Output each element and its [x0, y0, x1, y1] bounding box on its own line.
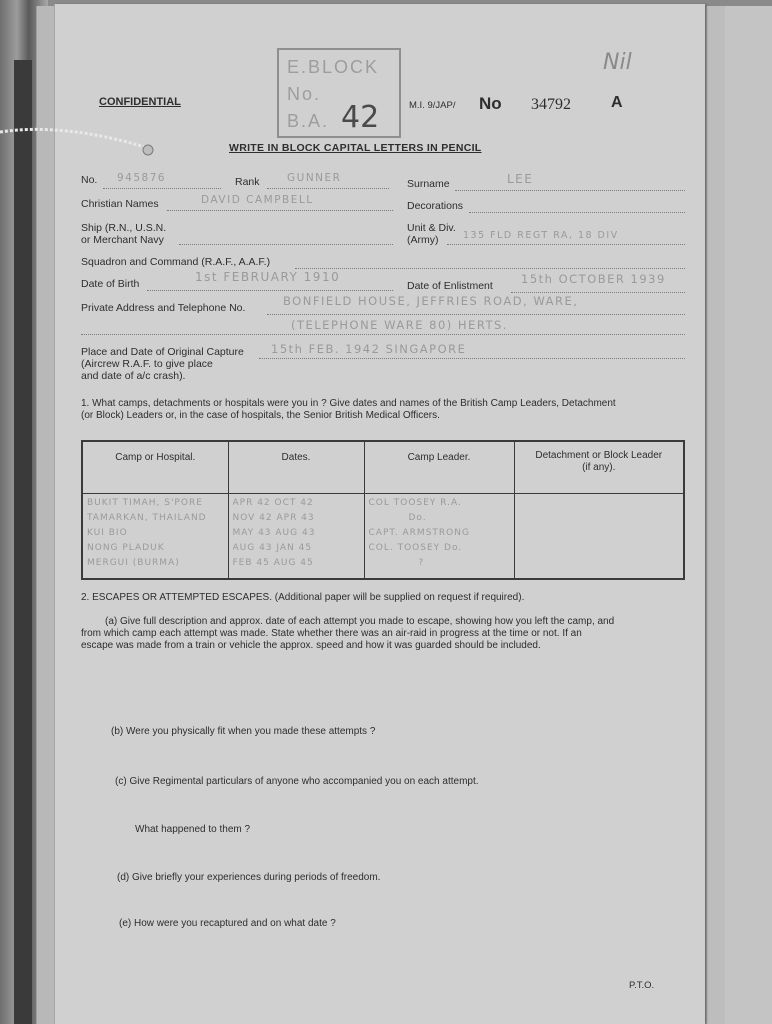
block-leader-cell — [514, 494, 684, 580]
address-value-2: (TELEPHONE WARE 80) HERTS. — [291, 318, 508, 332]
header-camp-or-hospital: Camp or Hospital. — [82, 441, 228, 494]
leader-entry: ? — [418, 558, 425, 568]
dob-line — [147, 290, 393, 291]
unit-label-2: (Army) — [407, 234, 439, 246]
ref-no-label: No — [479, 94, 502, 113]
leader-entry: CAPT. ARMSTRONG — [368, 528, 470, 538]
dates-entry: NOV 42 APR 43 — [232, 513, 315, 523]
decorations-label: Decorations — [407, 200, 464, 212]
section2-title: 2. ESCAPES OR ATTEMPTED ESCAPES. (Additional paper will be supplied on request if required). — [81, 592, 525, 603]
unit-value: 135 FLD REGT RA, 18 DIV — [463, 230, 619, 241]
rank-label: Rank — [235, 176, 260, 188]
address-line-1 — [267, 314, 685, 315]
christian-names-value: DAVID CAMPBELL — [201, 194, 314, 206]
header-camp-leader: Camp Leader. — [364, 441, 514, 494]
back-sheet-edge — [706, 6, 725, 1024]
capture-label-1: Place and Date of Original Capture — [81, 346, 244, 358]
no-label: No. — [81, 174, 98, 186]
decorations-line — [469, 212, 685, 213]
christian-names-label: Christian Names — [81, 198, 159, 210]
back-sheet-right — [720, 6, 772, 1024]
ship-label-1: Ship (R.N., U.S.N. — [81, 222, 167, 234]
stamp-line-2: No. — [287, 84, 322, 104]
address-line-2 — [81, 334, 685, 335]
dates-entry: AUG 43 JAN 45 — [232, 543, 313, 553]
section2-a-line-2: from which camp each attempt was made. State whether there was an air-raid in progress at the time or not. If an — [81, 628, 582, 639]
enlistment-line — [511, 292, 685, 293]
camp-cell — [82, 494, 228, 580]
section2-d: (d) Give briefly your experiences during periods of freedom. — [117, 872, 381, 883]
leader-cell — [364, 494, 514, 580]
surname-line — [455, 190, 685, 191]
camps-table — [81, 440, 685, 580]
capture-value: 15th FEB. 1942 SINGAPORE — [271, 342, 467, 356]
section2-e: (e) How were you recaptured and on what date ? — [119, 918, 336, 929]
stamp-handwritten-number: 42 — [341, 100, 380, 135]
ref-number: 34792 — [531, 96, 571, 113]
stamp-line-3: B.A. — [287, 111, 330, 131]
leader-entry: Do. — [408, 513, 427, 523]
header-dates: Dates. — [228, 441, 364, 494]
rank-line — [267, 188, 389, 189]
capture-label-3: and date of a/c crash). — [81, 370, 186, 382]
enlistment-value: 15th OCTOBER 1939 — [521, 272, 666, 286]
address-value-1: BONFIELD HOUSE, JEFFRIES ROAD, WARE, — [283, 294, 579, 308]
section1-line-2: (or Block) Leaders or, in the case of hospitals, the Senior British Medical Officers. — [81, 410, 440, 421]
dob-value: 1st FEBRUARY 1910 — [195, 270, 341, 284]
ref-suffix: A — [611, 94, 623, 111]
string-tie — [0, 118, 160, 168]
camp-entry: BUKIT TIMAH, S'PORE — [87, 498, 203, 508]
corner-note: Nil — [603, 50, 632, 75]
squadron-label: Squadron and Command (R.A.F., A.A.F.) — [81, 256, 271, 268]
camp-entry: NONG PLADUK — [87, 543, 165, 553]
binder-strap — [14, 60, 32, 1024]
header-detachment-leader: Detachment or Block Leader (if any). — [514, 441, 684, 494]
section2-b: (b) Were you physically fit when you made these attempts ? — [111, 726, 376, 737]
no-line — [103, 188, 221, 189]
stamp-line-1: E.BLOCK — [287, 57, 380, 77]
dates-entry: APR 42 OCT 42 — [232, 498, 314, 508]
surname-value: LEE — [507, 172, 534, 186]
pencil-instruction: WRITE IN BLOCK CAPITAL LETTERS IN PENCIL — [229, 142, 482, 154]
leader-entry: COL. TOOSEY Do. — [368, 543, 463, 553]
block-stamp — [277, 48, 401, 138]
capture-label-2: (Aircrew R.A.F. to give place — [81, 358, 213, 370]
section2-c: (c) Give Regimental particulars of anyone who accompanied you on each attempt. — [115, 776, 479, 787]
surname-label: Surname — [407, 178, 450, 190]
dates-entry: MAY 43 AUG 43 — [232, 528, 316, 538]
section2-c-followup: What happened to them ? — [135, 824, 251, 835]
rank-value: GUNNER — [287, 172, 342, 184]
ship-label-2: or Merchant Navy — [81, 234, 164, 246]
leader-entry: COL TOOSEY R.A. — [368, 498, 462, 508]
christian-names-line — [167, 210, 393, 211]
dob-label: Date of Birth — [81, 278, 140, 290]
capture-line — [259, 358, 685, 359]
dates-cell — [228, 494, 364, 580]
confidential-mark: CONFIDENTIAL — [99, 96, 181, 108]
dates-entry: FEB 45 AUG 45 — [232, 558, 314, 568]
unit-line — [447, 244, 685, 245]
unit-label-1: Unit & Div. — [407, 222, 456, 234]
section1-line-1: 1. What camps, detachments or hospitals were you in ? Give dates and names of the British Camp Leaders, Detachment — [81, 398, 616, 409]
ref-prefix: M.I. 9/JAP/ — [409, 100, 456, 111]
no-value: 945876 — [117, 172, 167, 184]
section2-a-line-1: (a) Give full description and approx. date of each attempt you made to escape, showing how you left the camp, and — [105, 616, 615, 627]
pto-label: P.T.O. — [629, 980, 655, 991]
enlistment-label: Date of Enlistment — [407, 280, 493, 292]
address-label: Private Address and Telephone No. — [81, 302, 246, 314]
section2-a-line-3: escape was made from a train or vehicle the approx. speed and how it was guarded should be included. — [81, 640, 541, 651]
camp-entry: MERGUI (BURMA) — [87, 558, 180, 568]
ship-line — [179, 244, 393, 245]
camp-entry: KUI BIO — [87, 528, 128, 538]
squadron-line — [295, 268, 685, 269]
camp-entry: TAMARKAN, THAILAND — [87, 513, 207, 523]
